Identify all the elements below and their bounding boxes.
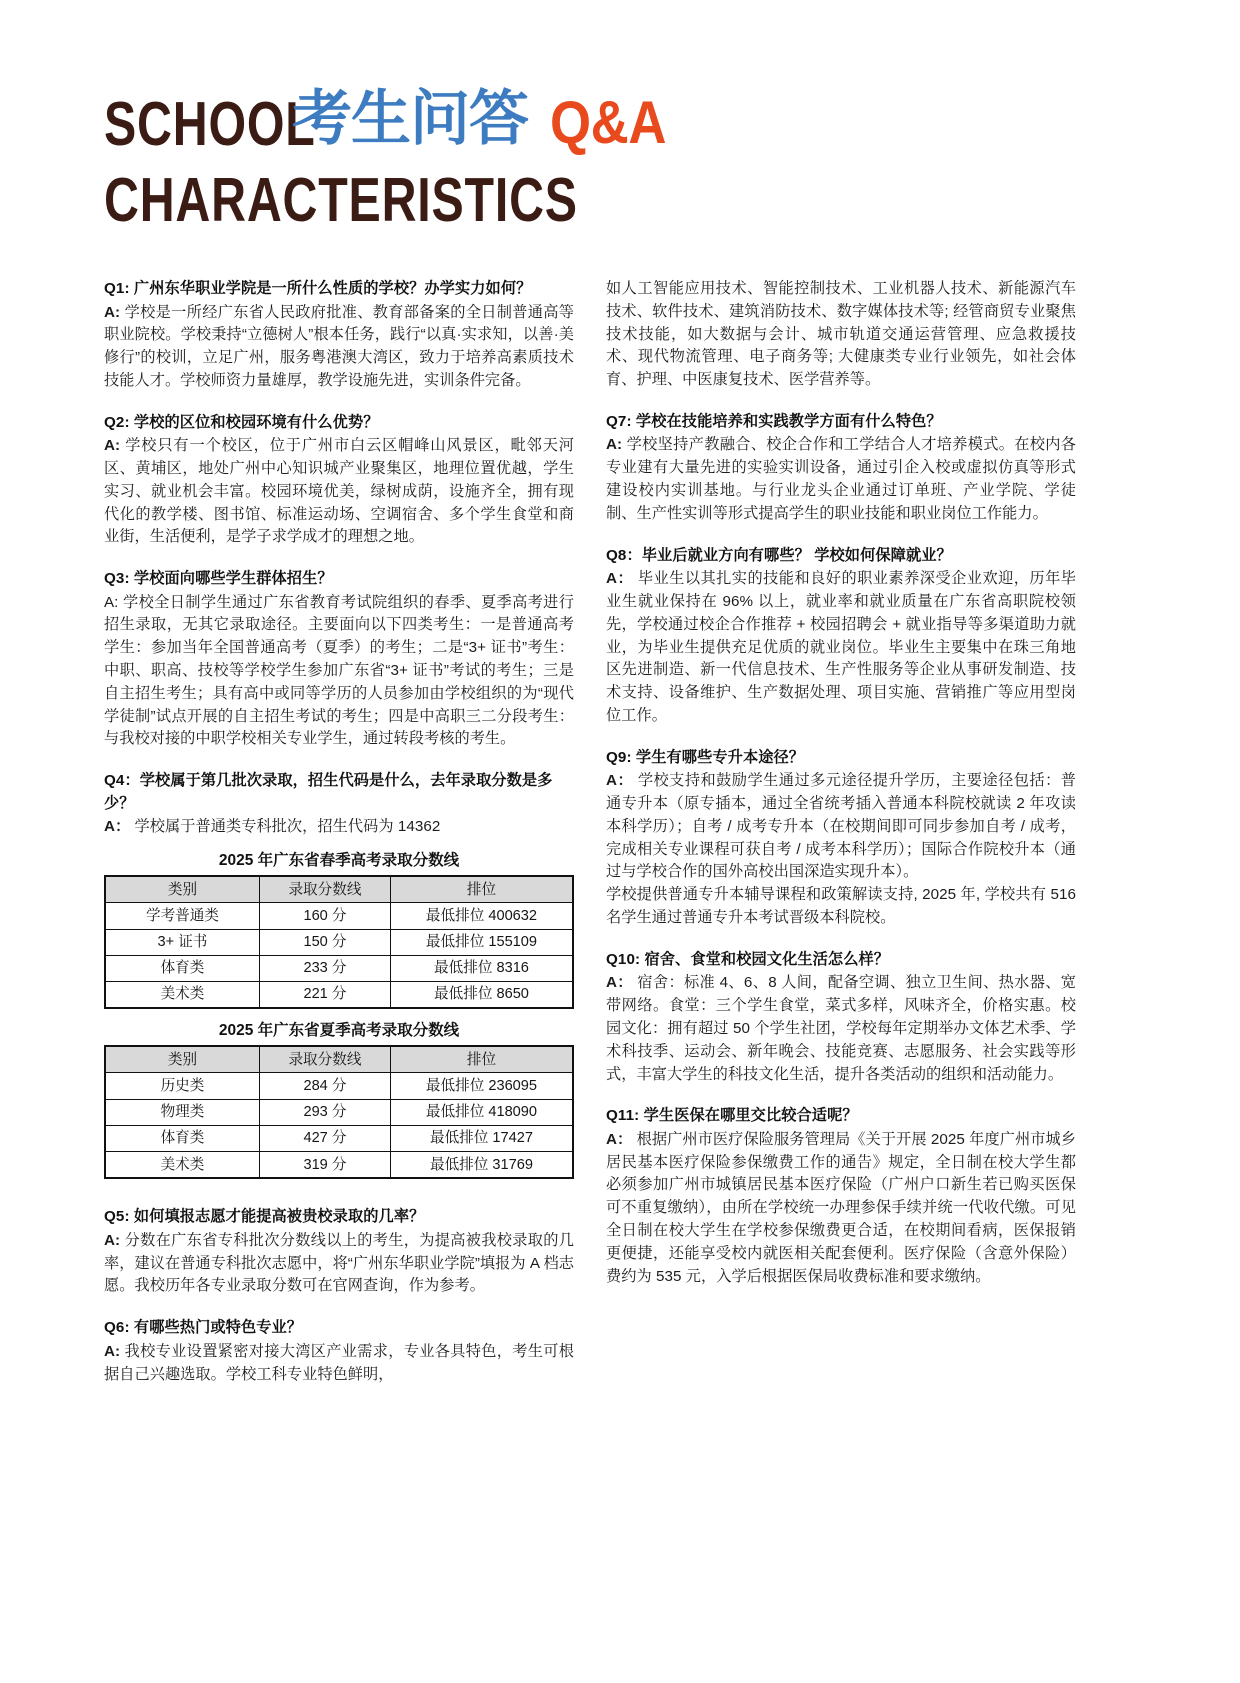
title-line-1 bbox=[104, 85, 1004, 162]
answer-text-q4: 学校属于普通类专科批次，招生代码为 14362 bbox=[130, 818, 441, 836]
question-q5: Q5: 如何填报志愿才能提高被贵校录取的几率？ bbox=[104, 1208, 425, 1226]
table-cell: 物理类 bbox=[105, 1099, 259, 1125]
table-cell: 体育类 bbox=[105, 1125, 259, 1151]
table-header-cell: 类别 bbox=[105, 1046, 259, 1073]
table-cell: 221 分 bbox=[259, 981, 390, 1008]
answer-text-q3: 学校全日制学生通过广东省教育考试院组织的春季、夏季高考进行招生录取，无其它录取途径。主要面向以下四类考生：一是普通高考学生：参加当年全国普通高考（夏季）的考生；二是“3+ 证书”考生：中职、职高、技校等学校学生参加广东省“3+ 证书”考试的考生；三是自主招生考生；具有高中或同等学历的人员参加由学校组织的为“现代学徒制”试点开展的自主招生考试的考生；四是中高职三二分段考生：与我校对接的中职学校相关专业学生，通过转段考核的考生。 bbox=[104, 593, 574, 748]
title-chinese-word: 考生问答 bbox=[292, 85, 528, 152]
question-q6: Q6: 有哪些热门或特色专业？ bbox=[104, 1319, 303, 1337]
spacer bbox=[104, 1198, 574, 1206]
answer-q9-extra: 学校提供普通专升本辅导课程和政策解读支持, 2025 年, 学校共有 516 名学生通过普通专升本考试晋级本科院校。 bbox=[606, 886, 1076, 927]
table-cell: 最低排位 236095 bbox=[390, 1073, 573, 1099]
table-header-cell: 类别 bbox=[105, 876, 259, 903]
question-q3: Q3: 学校面向哪些学生群体招生？ bbox=[104, 570, 333, 588]
table-header-cell: 录取分数线 bbox=[259, 876, 390, 903]
answer-q9 bbox=[606, 770, 1076, 884]
answer-lead-q8: A： bbox=[606, 570, 634, 588]
qa-block-q9 bbox=[606, 747, 1076, 930]
answer-q2 bbox=[104, 435, 574, 549]
table-title-spring: 2025 年广东省春季高考录取分数线 bbox=[218, 852, 460, 870]
table-cell: 293 分 bbox=[259, 1099, 390, 1125]
table-cell: 319 分 bbox=[259, 1152, 390, 1179]
table-cell: 学考普通类 bbox=[105, 903, 259, 929]
table-cell: 160 分 bbox=[259, 903, 390, 929]
table-cell: 最低排位 8316 bbox=[390, 955, 573, 981]
table-header-row bbox=[105, 1046, 573, 1073]
answer-lead-q11: A： bbox=[606, 1130, 633, 1148]
table-header-cell: 排位 bbox=[390, 876, 573, 903]
question-q2: Q2: 学校的区位和校园环境有什么优势？ bbox=[104, 413, 379, 431]
score-table-spring bbox=[104, 875, 574, 1009]
table-header-row bbox=[105, 876, 573, 903]
table-cell: 3+ 证书 bbox=[105, 929, 259, 955]
table-cell: 最低排位 400632 bbox=[390, 903, 573, 929]
question-q7: Q7: 学校在技能培养和实践教学方面有什么特色？ bbox=[606, 412, 942, 430]
qa-block-q8 bbox=[606, 545, 1076, 728]
table-row bbox=[105, 955, 573, 981]
table-cell: 历史类 bbox=[105, 1073, 259, 1099]
answer-text-q2: 学校只有一个校区，位于广州市白云区帽峰山风景区，毗邻天河区、黄埔区，地处广州中心知识城产业聚集区，地理位置优越，学生实习、就业机会丰富。校园环境优美，绿树成荫，设施齐全，拥有现代化的教学楼、图书馆、标准运动场、空调宿舍、多个学生食堂和商业街，生活便利，是学子求学成才的理想之地。 bbox=[104, 437, 574, 546]
question-q9: Q9: 学生有哪些专升本途径？ bbox=[606, 748, 805, 766]
right-column bbox=[606, 278, 1076, 1386]
answer-lead-q5: A: bbox=[104, 1231, 121, 1249]
left-column bbox=[104, 278, 574, 1386]
qa-block-q10 bbox=[606, 949, 1076, 1086]
poster-title bbox=[104, 85, 1004, 235]
answer-lead-q1: A: bbox=[104, 303, 121, 321]
answer-lead-q7: A: bbox=[606, 436, 623, 454]
table-cell: 284 分 bbox=[259, 1073, 390, 1099]
answer-q10 bbox=[606, 972, 1076, 1086]
table-row bbox=[105, 1073, 573, 1099]
table-row bbox=[105, 903, 573, 929]
answer-text-q7: 学校坚持产教融合、校企合作和工学结合人才培养模式。在校内各专业建有大量先进的实验实训设备，通过引企入校或虚拟仿真等形式建设校内实训基地。与行业龙头企业通过订单班、产业学院、学徒制、生产性实训等形式提高学生的职业技能和职业岗位工作能力。 bbox=[606, 436, 1076, 522]
question-q8: Q8：毕业后就业方向有哪些？ 学校如何保障就业？ bbox=[606, 546, 952, 564]
question-q1: Q1: 广州东华职业学院是一所什么性质的学校？办学实力如何？ bbox=[104, 280, 532, 297]
table-header-cell: 排位 bbox=[390, 1046, 573, 1073]
table-row bbox=[105, 1152, 573, 1179]
answer-q6 bbox=[104, 1341, 574, 1387]
title-qa-word: Q&A bbox=[550, 89, 667, 156]
table-cell: 体育类 bbox=[105, 955, 259, 981]
table-title-summer: 2025 年广东省夏季高考录取分数线 bbox=[218, 1022, 460, 1040]
table-row bbox=[105, 981, 573, 1008]
table-header-cell: 录取分数线 bbox=[259, 1046, 390, 1073]
table-cell: 最低排位 418090 bbox=[390, 1099, 573, 1125]
answer-lead-q6: A: bbox=[104, 1342, 121, 1360]
table-row bbox=[105, 929, 573, 955]
table-row bbox=[105, 1099, 573, 1125]
table-cell: 150 分 bbox=[259, 929, 390, 955]
table-cell: 427 分 bbox=[259, 1125, 390, 1151]
answer-text-q11: 根据广州市医疗保险服务管理局《关于开展 2025 年度广州市城乡居民基本医疗保险参保缴费工作的通告》规定，全日制在校大学生都必须参加广州市城镇居民基本医疗保险（广州户口新生若已购买医保可不重复缴纳），由所在学校统一办理参保手续并统一代收代缴。可见全日制在校大学生在学校参保缴费更合适，在校期间看病，医保报销更便捷，还能享受校内就医相关配套便利。医疗保险（含意外保险）费约为 535 元，入学后根据医保局收费标准和要求缴纳。 bbox=[606, 1130, 1076, 1285]
title-line-2 bbox=[104, 166, 1004, 235]
answer-q5 bbox=[104, 1230, 574, 1298]
table-cell: 233 分 bbox=[259, 955, 390, 981]
answer-text-q9: 学校支持和鼓励学生通过多元途径提升学历，主要途径包括：普通专升本（原专插本，通过全省统考插入普通本科院校就读 2 年攻读本科学历）；自考 / 成考专升本（在校期间即可同步参加自考 / 成考，完成相关专业课程可获自考 / 成考本科学历）；国际合作院校升本（通过与学校合作的国外高校出国深造实现升本）。 bbox=[606, 772, 1077, 881]
answer-q11 bbox=[606, 1129, 1076, 1289]
answer-lead-q10: A： bbox=[606, 974, 633, 992]
table-row bbox=[105, 1125, 573, 1151]
answer-text-q1: 学校是一所经广东省人民政府批准、教育部备案的全日制普通高等职业院校。学校秉持“立德树人”根本任务，践行“以真·实求知，以善·美修行”的校训，立足广州，服务粤港澳大湾区，致力于培养高素质技术技能人才。学校师资力量雄厚，教学设施先进，实训条件完备。 bbox=[104, 303, 574, 389]
answer-text-q8: 毕业生以其扎实的技能和良好的职业素养深受企业欢迎，历年毕业生就业保持在 96% 以上，就业率和就业质量在广东省高职院校领先，学校通过校企合作推荐 + 校园招聘会 + 就业指导等多渠道助力就业，为毕业生提供充足优质的就业岗位。毕业生主要集中在珠三角地区先进制造、新一代信息技术、生产性服务等企业从事研发制造、技术支持、设备维护、生产数据处理、项目实施、营销推广等应用型岗位工作。 bbox=[606, 570, 1077, 724]
table-cell: 美术类 bbox=[105, 981, 259, 1008]
title-characteristics-word: CHARACTERISTICS bbox=[104, 166, 578, 235]
qa-block-q11 bbox=[606, 1105, 1076, 1288]
qa-block-q3 bbox=[104, 568, 574, 751]
answer-q4 bbox=[104, 816, 574, 839]
answer-q3 bbox=[104, 592, 574, 752]
table-cell: 最低排位 155109 bbox=[390, 929, 573, 955]
answer-text-q10: 宿舍：标准 4、6、8 人间，配备空调、独立卫生间、热水器、宽带网络。食堂：三个学生食堂，菜式多样，风味齐全，价格实惠。校园文化：拥有超过 50 个学生社团，学校每年定期举办文体艺术季、学术科技季、运动会、新年晚会、技能竞赛、志愿服务、社会实践等形式，丰富大学生的科技文化生活，提升各类活动的组织和活动能力。 bbox=[606, 974, 1076, 1083]
qa-block-q2 bbox=[104, 412, 574, 549]
answer-q7 bbox=[606, 434, 1076, 525]
answer-q6-continued: 如人工智能应用技术、智能控制技术、工业机器人技术、新能源汽车技术、软件技术、建筑消防技术、数字媒体技术等; 经管商贸专业聚焦技术技能，如大数据与会计、城市轨道交通运营管理、应急救援技术、现代物流管理、电子商务等; 大健康类专业行业领先，如社会体育、护理、中医康复技术、医学营养等。 bbox=[606, 280, 1076, 389]
qa-block-q1 bbox=[104, 278, 574, 393]
answer-lead-q2: A: bbox=[104, 437, 121, 455]
table-cell: 最低排位 31769 bbox=[390, 1152, 573, 1179]
qa-block-q4 bbox=[104, 770, 574, 1179]
title-school-word: SCHOOL bbox=[104, 90, 316, 159]
answer-q8 bbox=[606, 568, 1076, 728]
answer-lead-q4: A： bbox=[104, 818, 131, 836]
table-cell: 最低排位 8650 bbox=[390, 981, 573, 1008]
table-cell: 最低排位 17427 bbox=[390, 1125, 573, 1151]
answer-text-q5: 分数在广东省专科批次分数线以上的考生，为提高被我校录取的几率，建议在普通专科批次志愿中，将“广州东华职业学院”填报为 A 档志愿。我校历年各专业录取分数可在官网查询，作为参考。 bbox=[104, 1231, 574, 1295]
question-q11: Q11: 学生医保在哪里交比较合适呢？ bbox=[606, 1107, 858, 1125]
score-table-summer bbox=[104, 1045, 574, 1179]
qa-block-q6-continued bbox=[606, 278, 1076, 392]
question-q10: Q10: 宿舍、食堂和校园文化生活怎么样？ bbox=[606, 950, 890, 968]
question-q4: Q4：学校属于第几批次录取，招生代码是什么，去年录取分数是多少？ bbox=[104, 772, 553, 812]
answer-text-q6: 我校专业设置紧密对接大湾区产业需求，专业各具特色，考生可根据自己兴趣选取。学校工科专业特色鲜明， bbox=[104, 1342, 574, 1383]
qa-block-q7 bbox=[606, 411, 1076, 526]
qa-block-q5 bbox=[104, 1206, 574, 1298]
answer-lead-q9: A： bbox=[606, 772, 634, 790]
answer-q1 bbox=[104, 302, 574, 393]
qa-block-q6 bbox=[104, 1317, 574, 1386]
answer-lead-q3: A: bbox=[104, 593, 119, 611]
table-cell: 美术类 bbox=[105, 1152, 259, 1179]
content-columns bbox=[104, 278, 1136, 1386]
